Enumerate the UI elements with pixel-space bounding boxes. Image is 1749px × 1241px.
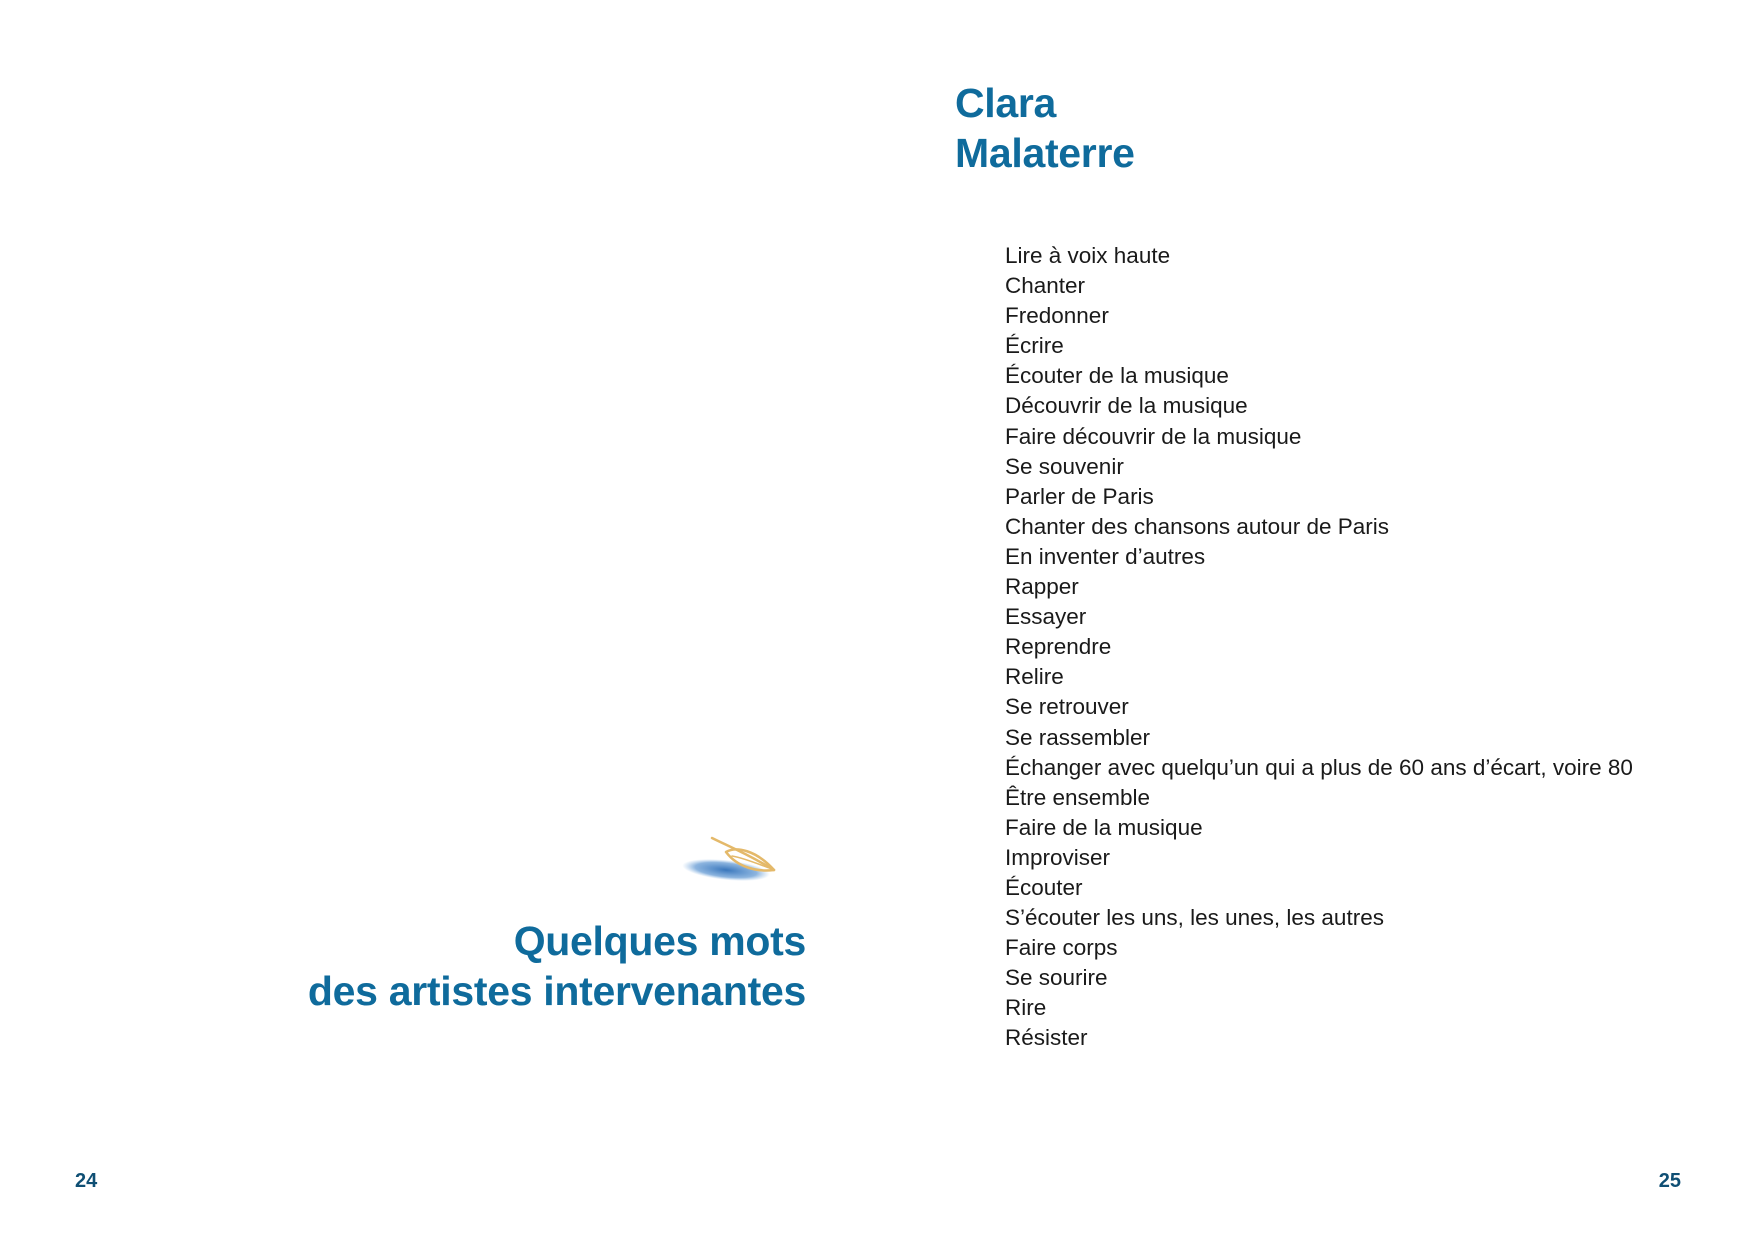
left-page [0,0,874,1241]
section-title-line-1: Quelques mots [513,918,806,964]
word-list-item: Résister [1005,1025,1088,1051]
word-list-item: Faire découvrir de la musique [1005,423,1302,449]
word-list-item: Écrire [1005,333,1064,359]
word-list-item: Reprendre [1005,634,1112,660]
word-list-item: Faire de la musique [1005,814,1203,840]
word-list-item: Rire [1005,995,1047,1021]
word-list-item: Relire [1005,664,1064,690]
section-title-line-2: des artistes intervenantes [307,968,806,1014]
word-list-item: Lire à voix haute [1005,243,1171,268]
word-list [1005,241,1695,1054]
page-number-left: 24 [75,1170,98,1192]
word-list-item: Rapper [1005,574,1079,600]
word-list-item: Échanger avec quelqu’un qui a plus de 60 ans d’écart, voire 80 [1005,754,1633,780]
word-list-item: Se souvenir [1005,453,1124,479]
word-list-item: Chanter des chansons autour de Paris [1005,513,1389,539]
artist-first-name: Clara [955,80,1057,126]
word-list-item: Essayer [1005,604,1087,630]
word-list-item: Parler de Paris [1005,483,1154,509]
word-list-item: En inventer d’autres [1005,543,1206,569]
word-list-item: Écouter [1005,874,1083,900]
word-list-item: Fredonner [1005,303,1109,329]
artist-name [955,78,1135,178]
word-list-item: Se sourire [1005,965,1108,991]
word-list-item: S’écouter les uns, les unes, les autres [1005,905,1384,931]
word-list-item: Chanter [1005,273,1086,299]
word-list-item: Écouter de la musique [1005,363,1229,389]
page-number-right: 25 [1658,1170,1681,1192]
word-list-item: Être ensemble [1005,784,1151,810]
artist-last-name: Malaterre [955,130,1135,176]
word-list-item: Improviser [1005,844,1111,870]
word-list-item: Faire corps [1005,935,1118,961]
word-list-item: Se rassembler [1005,724,1151,750]
word-list-item: Se retrouver [1005,694,1129,720]
right-page [875,0,1749,1241]
word-list-item: Découvrir de la musique [1005,393,1248,419]
section-title [106,916,806,1016]
feather-icon [678,836,782,886]
